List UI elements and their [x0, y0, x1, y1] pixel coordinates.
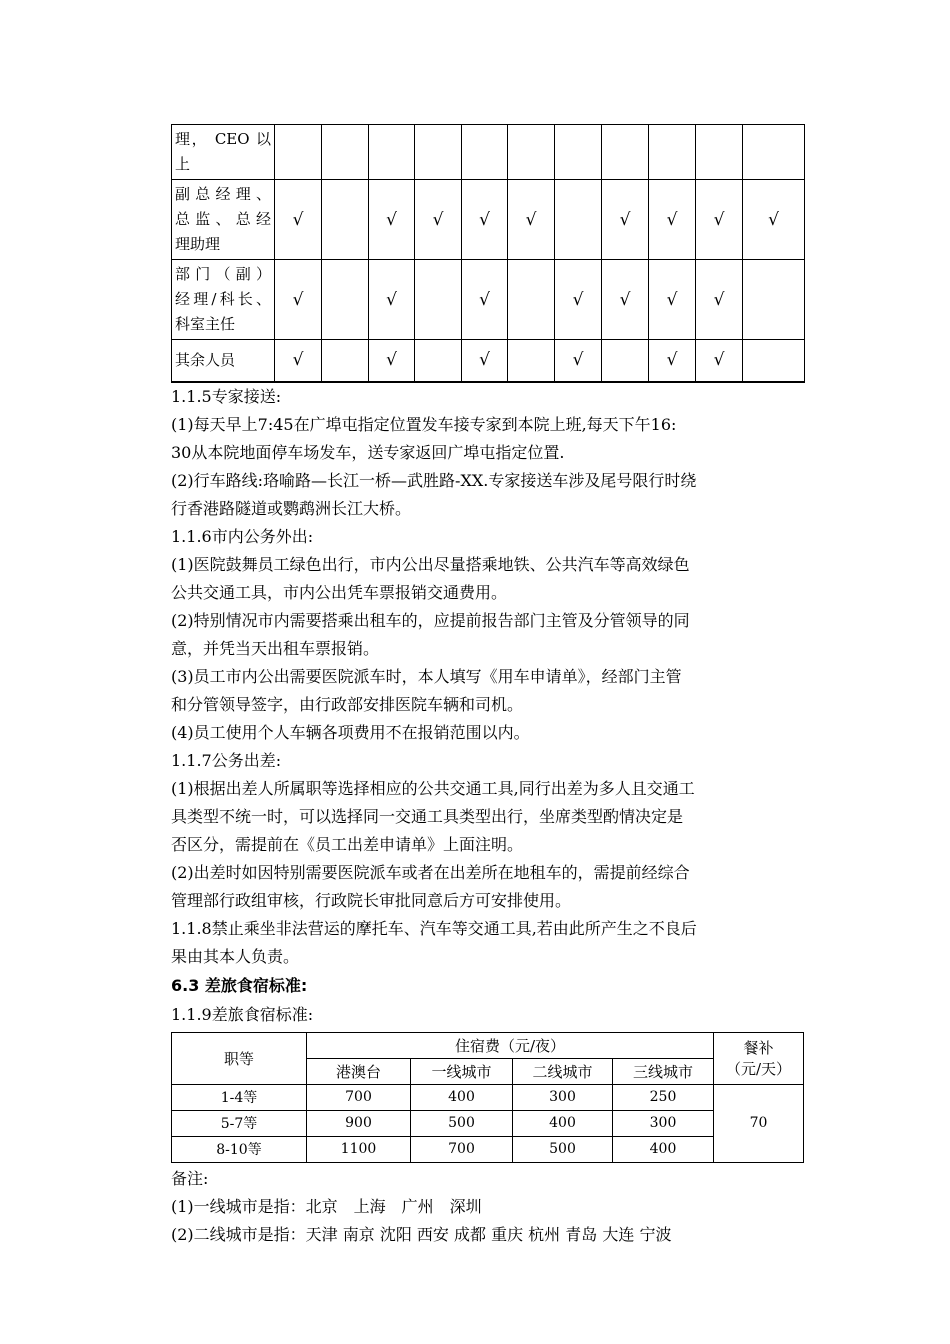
business-trip-item-2: (2)出差时如因特别需要医院派车或者在出差所在地租车的，需提前经综合 管理部行政组审核，行政院长审批同意后方可安排使用。	[171, 862, 690, 910]
section-1-1-5-heading: 1.1.5专家接送:	[171, 386, 282, 406]
city-business-item-3: (3)员工市内公出需要医院派车时，本人填写《用车申请单》，经部门主管 和分管领导签字，由行政部安排医院车辆和司机。	[171, 666, 682, 714]
check-mark-icon: √	[666, 350, 678, 371]
check-cell	[649, 260, 696, 340]
check-cell	[462, 125, 508, 180]
expert-shuttle-item-1: (1)每天早上7:45在广埠屯指定位置发车接专家到本院上班,每天下午16: 30从本院地面停车场发车，送专家返回广埠屯指定位置.	[171, 414, 677, 462]
check-mark-icon: √	[713, 209, 725, 230]
city-header-hk-macau-taiwan: 港澳台	[307, 1058, 411, 1084]
check-cell	[415, 180, 462, 260]
check-cell	[508, 340, 555, 382]
check-cell	[696, 125, 743, 180]
note-tier1-cities: (1)一线城市是指：北京 上海 广州 深圳	[171, 1196, 482, 1216]
check-cell	[555, 260, 602, 340]
table-row	[172, 260, 805, 340]
grade-header: 职等	[172, 1032, 307, 1084]
check-cell	[322, 260, 369, 340]
check-cell	[743, 125, 805, 180]
check-mark-icon: √	[713, 289, 725, 310]
check-mark-icon: √	[666, 289, 678, 310]
check-mark-icon: √	[572, 289, 584, 310]
check-cell	[555, 125, 602, 180]
check-cell	[555, 340, 602, 382]
check-cell	[555, 180, 602, 260]
table-row	[172, 1136, 804, 1162]
check-cell	[322, 340, 369, 382]
check-cell	[275, 125, 322, 180]
check-cell	[743, 260, 805, 340]
check-cell	[602, 340, 649, 382]
check-cell	[369, 180, 415, 260]
check-cell	[369, 260, 415, 340]
check-cell	[743, 180, 805, 260]
check-cell	[696, 180, 743, 260]
check-cell	[462, 260, 508, 340]
value-cell: 400	[513, 1110, 613, 1136]
check-cell	[275, 260, 322, 340]
value-cell: 400	[613, 1136, 714, 1162]
check-cell	[369, 340, 415, 382]
table-row	[172, 340, 805, 382]
check-cell	[602, 180, 649, 260]
city-header-tier3: 三线城市	[613, 1058, 714, 1084]
check-cell	[743, 340, 805, 382]
role-cell: 理， CEO 以 上	[172, 125, 275, 180]
check-cell	[508, 125, 555, 180]
check-cell	[508, 260, 555, 340]
check-mark-icon: √	[525, 209, 537, 230]
grade-cell: 8-10等	[172, 1136, 307, 1162]
section-1-1-9-heading: 1.1.9差旅食宿标准:	[171, 1004, 314, 1024]
section-6-3-heading: 6.3 差旅食宿标准:	[171, 975, 308, 995]
check-mark-icon: √	[386, 209, 397, 230]
check-cell	[369, 125, 415, 180]
city-business-item-4: (4)员工使用个人车辆各项费用不在报销范围以内。	[171, 722, 530, 742]
check-cell	[649, 180, 696, 260]
value-cell: 500	[411, 1110, 513, 1136]
meal-header: 餐补 （元/天）	[714, 1032, 804, 1084]
check-mark-icon: √	[572, 350, 584, 371]
check-cell	[275, 180, 322, 260]
city-header-tier2: 二线城市	[513, 1058, 613, 1084]
value-cell: 900	[307, 1110, 411, 1136]
value-cell: 500	[513, 1136, 613, 1162]
table-row	[172, 180, 805, 260]
section-1-1-8-line-1: 1.1.8禁止乘坐非法营运的摩托车、汽车等交通工具,若由此所产生之不良后	[171, 918, 697, 938]
check-mark-icon: √	[619, 209, 631, 230]
city-business-item-1: (1)医院鼓舞员工绿色出行，市内公出尽量搭乘地铁、公共汽车等高效绿色 公共交通工具，市内公出凭车票报销交通费用。	[171, 554, 690, 602]
check-cell	[415, 125, 462, 180]
check-mark-icon: √	[292, 209, 304, 230]
expert-shuttle-item-2: (2)行车路线:珞喻路—长江一桥—武胜路-XX.专家接送车涉及尾号限行时绕 行香港路隧道或鹦鹉洲长江大桥。	[171, 470, 697, 518]
check-mark-icon: √	[386, 350, 397, 371]
value-cell: 300	[613, 1110, 714, 1136]
value-cell: 1100	[307, 1136, 411, 1162]
table-row	[172, 125, 805, 180]
value-cell: 700	[411, 1136, 513, 1162]
check-mark-icon: √	[479, 209, 490, 230]
table-row	[172, 1084, 804, 1110]
check-cell	[649, 125, 696, 180]
role-cell: 副总经理、 总监、总经 理助理	[172, 180, 275, 260]
table-row	[172, 1110, 804, 1136]
check-cell	[508, 180, 555, 260]
check-mark-icon: √	[666, 209, 678, 230]
section-1-1-6-heading: 1.1.6市内公务外出:	[171, 526, 314, 546]
check-cell	[462, 180, 508, 260]
check-mark-icon: √	[713, 350, 725, 371]
check-cell	[322, 125, 369, 180]
role-cell: 部门（副） 经理/科长、 科室主任	[172, 260, 275, 340]
check-cell	[696, 260, 743, 340]
document-page	[171, 124, 805, 1249]
grade-cell: 1-4等	[172, 1084, 307, 1110]
value-cell: 700	[307, 1084, 411, 1110]
check-cell	[275, 340, 322, 382]
section-1-1-8-line-2: 果由其本人负责。	[171, 946, 300, 966]
check-mark-icon: √	[768, 209, 779, 230]
travel-transport-table	[171, 124, 805, 383]
value-cell: 300	[513, 1084, 613, 1110]
lodging-meal-table	[171, 1032, 804, 1163]
check-mark-icon: √	[432, 209, 444, 230]
business-trip-item-1: (1)根据出差人所属职等选择相应的公共交通工具,同行出差为多人且交通工 具类型不统一时，可以选择同一交通工具类型出行，坐席类型酌情决定是 否区分，需提前在《员工出差申请单》上面注明。	[171, 778, 695, 854]
meal-value-cell: 70	[714, 1084, 804, 1162]
check-mark-icon: √	[292, 289, 304, 310]
city-header-tier1: 一线城市	[411, 1058, 513, 1084]
grade-cell: 5-7等	[172, 1110, 307, 1136]
role-cell: 其余人员	[172, 340, 275, 382]
check-cell	[462, 340, 508, 382]
note-tier2-cities: (2)二线城市是指：天津 南京 沈阳 西安 成都 重庆 杭州 青岛 大连 宁波	[171, 1224, 672, 1244]
city-business-item-2: (2)特别情况市内需要搭乘出租车的，应提前报告部门主管及分管领导的同 意，并凭当天出租车票报销。	[171, 610, 690, 658]
lodging-header: 住宿费（元/夜）	[307, 1032, 714, 1058]
check-mark-icon: √	[619, 289, 631, 310]
check-mark-icon: √	[479, 350, 490, 371]
check-cell	[322, 180, 369, 260]
notes-title: 备注:	[171, 1168, 209, 1188]
check-cell	[602, 260, 649, 340]
section-1-1-7-heading: 1.1.7公务出差:	[171, 750, 282, 770]
check-cell	[415, 340, 462, 382]
check-mark-icon: √	[292, 350, 304, 371]
value-cell: 400	[411, 1084, 513, 1110]
value-cell: 250	[613, 1084, 714, 1110]
check-mark-icon: √	[386, 289, 397, 310]
check-mark-icon: √	[479, 289, 490, 310]
check-cell	[415, 260, 462, 340]
check-cell	[649, 340, 696, 382]
check-cell	[602, 125, 649, 180]
check-cell	[696, 340, 743, 382]
